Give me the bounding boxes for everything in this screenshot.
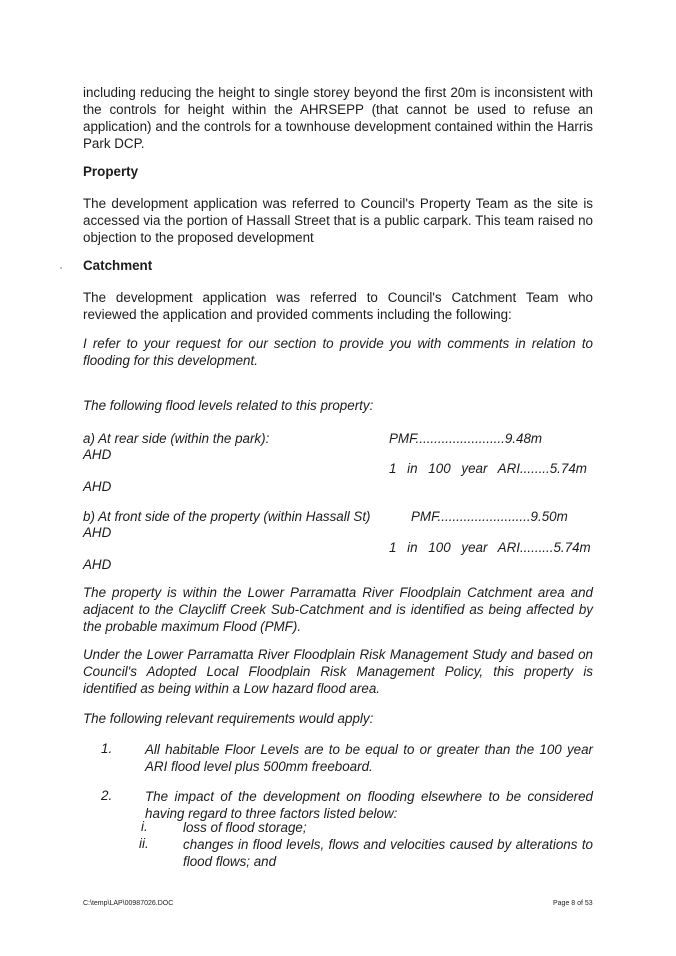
catchment-heading: Catchment bbox=[83, 258, 153, 273]
flood-level-b-pmf: PMF.........................9.50m bbox=[411, 509, 568, 524]
flood-level-b-label: b) At front side of the property (within Hassall St) bbox=[83, 509, 371, 524]
footer-file-path: C:\temp\LAP\00987026.DOC bbox=[83, 900, 174, 907]
requirement-2-number: 2. bbox=[101, 788, 113, 803]
quote-request: I refer to your request for our section to provide you with comments in relation to flooding for this development. bbox=[83, 336, 593, 368]
footer-page-number: Page 8 of 53 bbox=[553, 900, 593, 907]
flood-level-b-ahd: AHD bbox=[83, 525, 112, 540]
flood-paragraph-1: The property is within the Lower Parramatta River Floodplain Catchment area and adjacent to the Claycliff Creek Sub-Catchment and is identified as being affected by the probable maximum Flood (PMF). bbox=[83, 585, 593, 634]
flood-level-b-ari: 1 in 100 year ARI.........5.74m bbox=[389, 540, 591, 555]
flood-level-a-ari-ahd: AHD bbox=[83, 479, 112, 494]
catchment-paragraph: The development application was referred to Council's Catchment Team who reviewed the application and provided comments including the following: bbox=[83, 290, 593, 322]
requirement-1-number: 1. bbox=[101, 741, 113, 756]
flood-paragraph-2: Under the Lower Parramatta River Floodplain Risk Management Study and based on Council's Adopted Local Floodplain Risk Management Policy, this property is identified as being within a Low hazard flood area. bbox=[83, 647, 593, 696]
scan-speck bbox=[60, 267, 62, 269]
quote-flood-levels: The following flood levels related to this property: bbox=[83, 398, 374, 413]
intro-paragraph: including reducing the height to single storey beyond the first 20m is inconsistent with the controls for height within the AHRSEPP (that cannot be used to refuse an application) and the controls for a townhouse development contained within the Harris Park DCP. bbox=[83, 85, 593, 151]
property-paragraph: The development application was referred to Council's Property Team as the site is accessed via the portion of Hassall Street that is a public carpark. This team raised no objection to the proposed development bbox=[83, 196, 593, 245]
sub-item-ii-text: changes in flood levels, flows and velocities caused by alterations to flood flows; and bbox=[183, 837, 593, 869]
flood-level-a-label: a) At rear side (within the park): bbox=[83, 431, 270, 446]
requirement-2-text: The impact of the development on flooding elsewhere to be considered having regard to three factors listed below: bbox=[145, 789, 593, 821]
sub-item-i-number: i. bbox=[141, 819, 148, 834]
flood-level-a-ahd: AHD bbox=[83, 447, 112, 462]
sub-item-i-text: loss of flood storage; bbox=[183, 820, 307, 835]
flood-level-b-ari-ahd: AHD bbox=[83, 557, 112, 572]
flood-level-a-ari: 1 in 100 year ARI........5.74m bbox=[389, 461, 587, 476]
flood-level-a-pmf: PMF........................9.48m bbox=[389, 431, 543, 446]
flood-paragraph-3: The following relevant requirements would apply: bbox=[83, 711, 374, 726]
requirement-1-text: All habitable Floor Levels are to be equal to or greater than the 100 year ARI flood level plus 500mm freeboard. bbox=[145, 742, 593, 774]
property-heading: Property bbox=[83, 164, 139, 179]
sub-item-ii-number: ii. bbox=[139, 836, 149, 851]
